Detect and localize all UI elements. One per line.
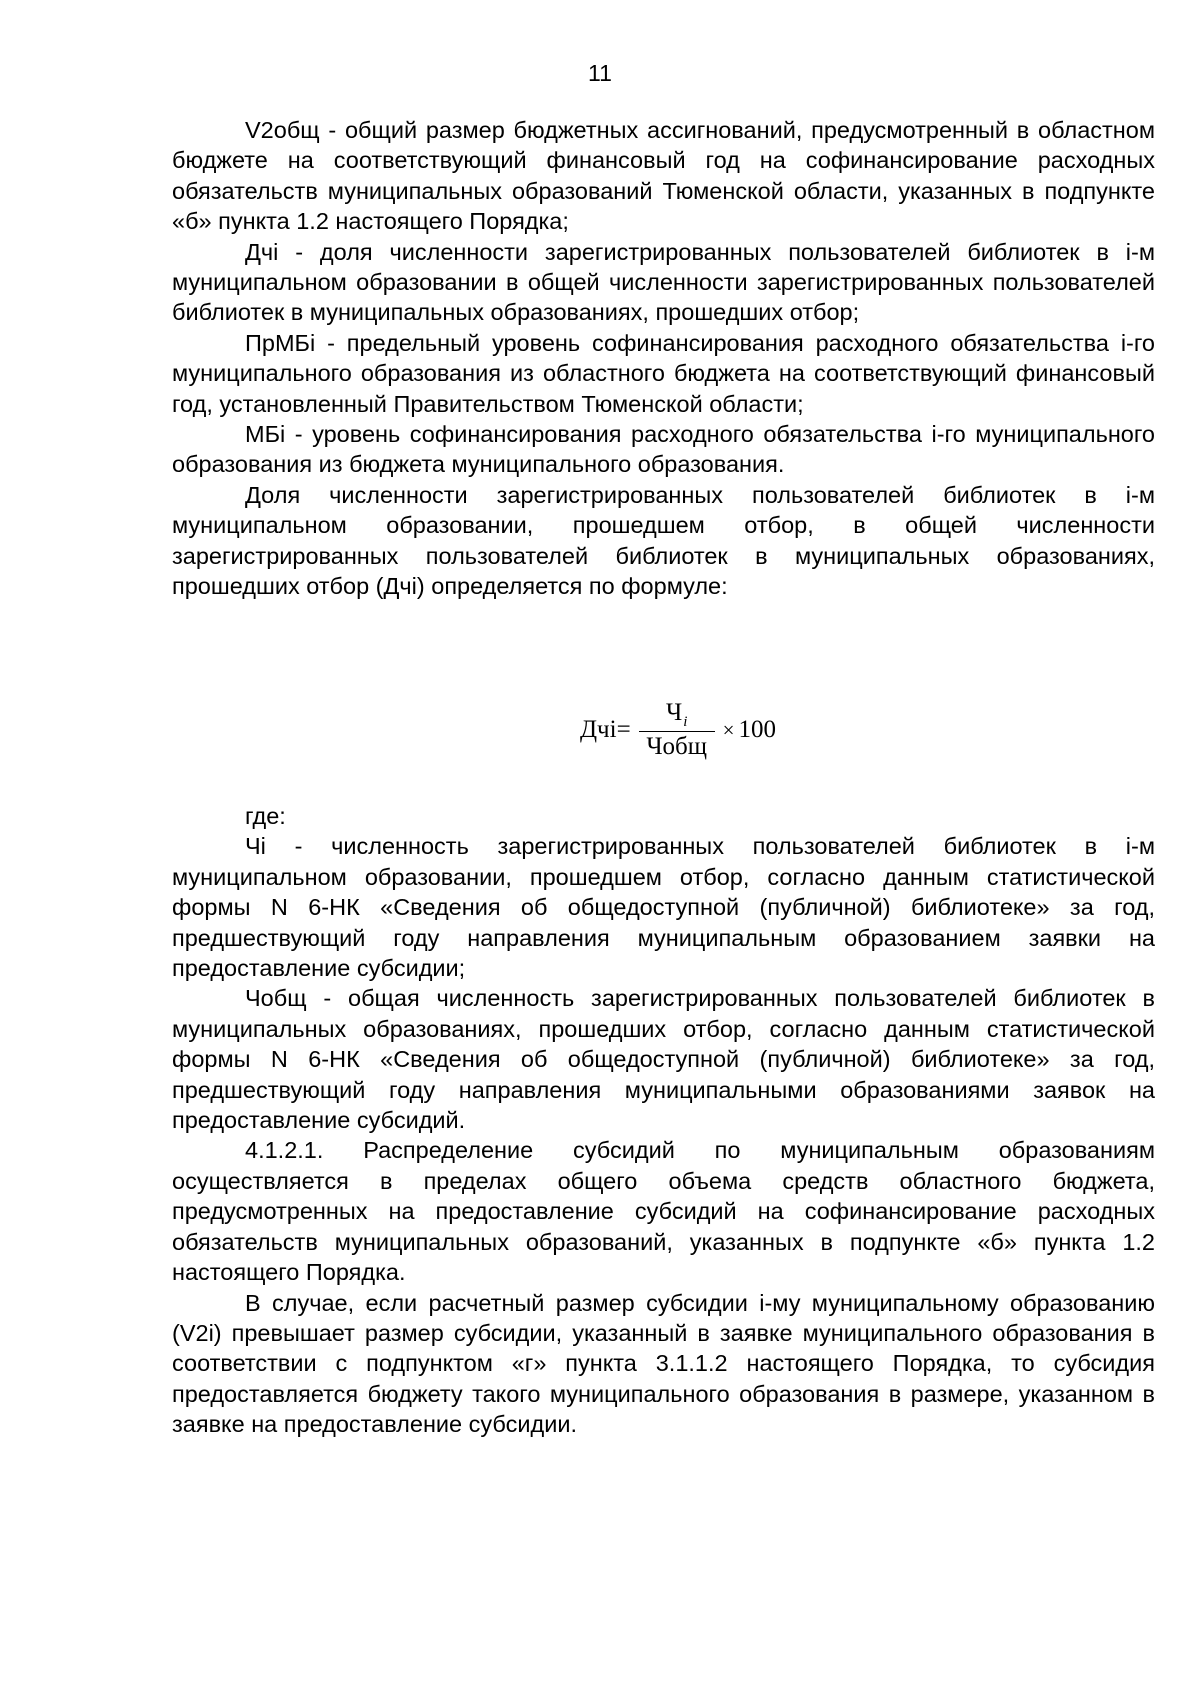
paragraph-municipal-level: МБi - уровень софинансирования расходного обязательства i-го муниципального образования из бюджета муниципального образования. xyxy=(172,421,1155,478)
formula-numerator-symbol: Ч xyxy=(665,699,683,726)
formula-lhs: Дчi= xyxy=(580,716,631,743)
multiply-sign: × xyxy=(722,717,735,742)
paragraph-share-definition: Дчi - доля численности зарегистрированных пользователей библиотек в i-м муниципальном образовании в общей численности зарегистрированных пользователей библиотек в муниципальных образованиях, прошедших отбор; xyxy=(172,238,1155,326)
formula-multiplier: 100 xyxy=(738,716,777,743)
formula-numerator-subscript: i xyxy=(683,714,688,730)
paragraph-4-1-2-1: 4.1.2.1. Распределение субсидий по муниципальным образованиям осуществляется в пределах общего объема средств областного бюджета, предусмотренных на предоставление субсидий на софинансирование расходных обязательств муниципальных образований, указанных в подпункте «б» пункта 1.2 настоящего Порядка. xyxy=(172,1137,1155,1286)
formula-numerator xyxy=(658,698,695,731)
page-number xyxy=(0,58,1200,88)
paragraph-chi-definition: Чi - численность зарегистрированных пользователей библиотек в i-м муниципальном образовании, прошедшем отбор, согласно данным статистической формы N 6-НК «Сведения об общедоступной (публичной) библиотеке» за год, предшествующий году направления муниципальным образованием заявки на предоставление субсидии; xyxy=(172,833,1155,982)
paragraph-v2-total: V2общ - общий размер бюджетных ассигнований, предусмотренный в областном бюджете на соответствующий финансовый год на софинансирование расходных обязательств муниципальных образований Тюменской области, указанных в подпункте «б» пункта 1.2 настоящего Порядка; xyxy=(172,117,1155,235)
explanation-section xyxy=(172,801,1155,1440)
formula-fraction xyxy=(639,698,715,762)
formula-denominator: Чобщ xyxy=(646,733,708,760)
paragraph-chobsh-definition: Чобщ - общая численность зарегистрированных пользователей библиотек в муниципальных образованиях, прошедших отбор, согласно данным статистической формы N 6-НК «Сведения об общедоступной (публичной) библиотеке» за год, предшествующий году направления муниципальными образованиями заявок на предоставление субсидий. xyxy=(172,985,1155,1134)
share-formula xyxy=(580,690,776,770)
paragraph-max-cofinancing: ПрМБi - предельный уровень софинансирования расходного обязательства i-го муниципального образования из областного бюджета на соответствующий финансовый год, установленный Правительством Тюменской области; xyxy=(172,329,1155,417)
paragraph-excess-case: В случае, если расчетный размер субсидии i-му муниципальному образованию (V2i) превышает размер субсидии, указанный в заявке муниципального образования в соответствии с подпунктом «г» пункта 3.1.1.2 настоящего Порядка, то субсидия предоставляется бюджету такого муниципального образования в размере, указанном в заявке на предоставление субсидии. xyxy=(172,1289,1155,1438)
paragraph-formula-intro: Доля численности зарегистрированных пользователей библиотек в i-м муниципальном образовании, прошедшем отбор, в общей численности зарегистрированных пользователей библиотек в муниципальных образованиях, прошедших отбор (Дчi) определяется по формуле: xyxy=(172,481,1155,600)
where-label: где: xyxy=(245,803,286,829)
definitions-section xyxy=(172,115,1155,602)
page-number-text: 11 xyxy=(588,60,612,86)
